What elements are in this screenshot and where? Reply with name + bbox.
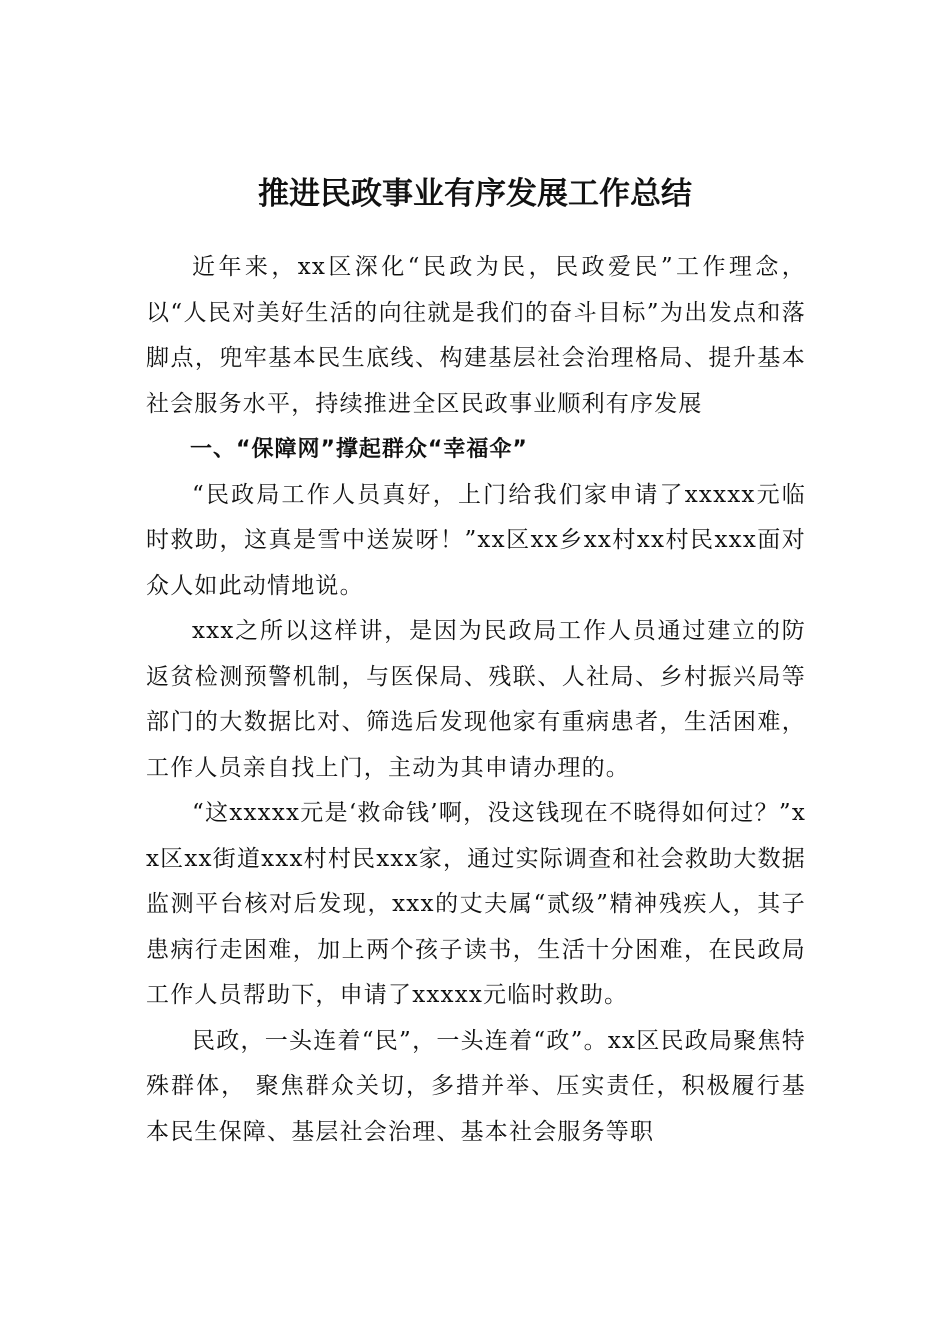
document-body xyxy=(146,245,806,1155)
paragraph-intro: 近年来，xx区深化“民政为民，民政爱民”工作理念，以“人民对美好生活的向往就是我们的奋斗目标”为出发点和落脚点，兜牢基本民生底线、构建基层社会治理格局、提升基本社会服务水平，持续推进全区民政事业顺利有序发展 xyxy=(146,254,806,417)
paragraph-explanation: xxx之所以这样讲，是因为民政局工作人员通过建立的防返贫检测预警机制，与医保局、残联、人社局、乡村振兴局等部门的大数据比对、筛选后发现他家有重病患者，生活困难，工作人员亲自找上门，主动为其申请办理的。 xyxy=(146,618,806,781)
paragraph-summary: 民政，一头连着“民”，一头连着“政”。xx区民政局聚焦特殊群体， 聚焦群众关切，多措并举、压实责任，积极履行基本民生保障、基层社会治理、基本社会服务等职 xyxy=(146,1027,806,1145)
paragraph-quote-2: “这xxxxx元是‘救命钱’啊，没这钱现在不晓得如何过？”xx区xx街道xxx村村民xxx家，通过实际调查和社会救助大数据监测平台核对后发现，xxx的丈夫属“贰级”精神残疾人，其子患病行走困难，加上两个孩子读书，生活十分困难，在民政局工作人员帮助下，申请了xxxxx元临时救助。 xyxy=(146,800,806,1008)
document-title: 推进民政事业有序发展工作总结 xyxy=(258,176,692,212)
paragraph-quote-1: “民政局工作人员真好，上门给我们家申请了xxxxx元临时救助，这真是雪中送炭呀！”xx区xx乡xx村xx村民xxx面对众人如此动情地说。 xyxy=(146,481,806,599)
section-heading-1: 一、“保障网”撑起群众“幸福伞” xyxy=(190,437,528,462)
